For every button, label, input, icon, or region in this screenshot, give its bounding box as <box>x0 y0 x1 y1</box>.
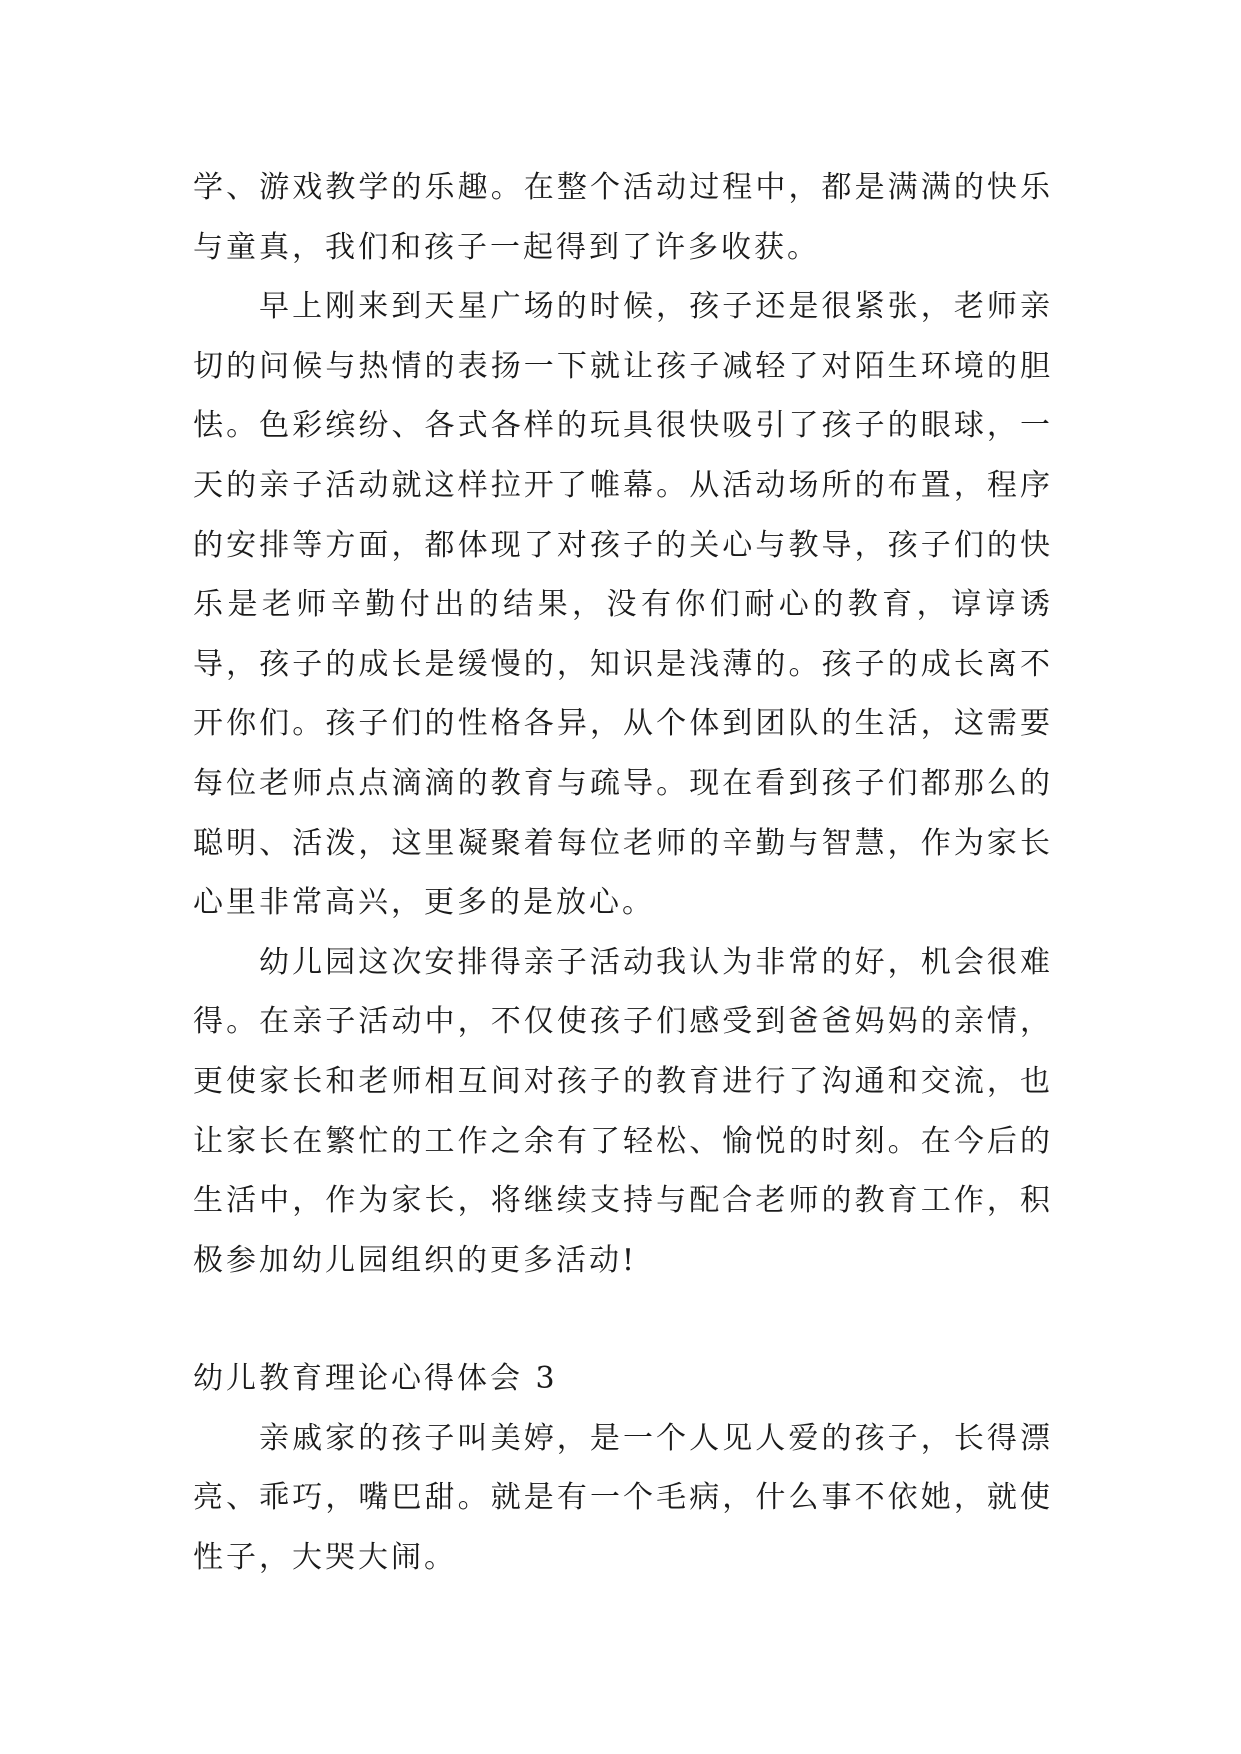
paragraph-section-intro: 亲戚家的孩子叫美婷，是一个人见人爱的孩子，长得漂亮、乖巧，嘴巴甜。就是有一个毛病，什么事不依她，就使性子，大哭大闹。 <box>193 1420 1053 1576</box>
paragraph-morning-arrival: 早上刚来到天星广场的时候，孩子还是很紧张，老师亲切的问候与热情的表扬一下就让孩子减轻了对陌生环境的胆怯。色彩缤纷、各式各样的玩具很快吸引了孩子的眼球，一天的亲子活动就这样拉开了帷幕。从活动场所的布置，程序的安排等方面，都体现了对孩子的关心与教导，孩子们的快乐是老师辛勤付出的结果，没有你们耐心的教育，谆谆诱导，孩子的成长是缓慢的，知识是浅薄的。孩子的成长离不开你们。孩子们的性格各异，从个体到团队的生活，这需要每位老师点点滴滴的教育与疏导。现在看到孩子们都那么的聪明、活泼，这里凝聚着每位老师的辛勤与智慧，作为家长心里非常高兴，更多的是放心。 <box>193 289 1053 921</box>
document-body <box>193 158 1053 1588</box>
paragraph-continuation: 学、游戏教学的乐趣。在整个活动过程中，都是满满的快乐与童真，我们和孩子一起得到了许多收获。 <box>193 170 1053 265</box>
section-heading: 幼儿教育理论心得体会 3 <box>193 1361 558 1397</box>
paragraph-parent-child-activity: 幼儿园这次安排得亲子活动我认为非常的好，机会很难得。在亲子活动中，不仅使孩子们感受到爸爸妈妈的亲情，更使家长和老师相互间对孩子的教育进行了沟通和交流，也让家长在繁忙的工作之余有了轻松、愉悦的时刻。在今后的生活中，作为家长，将继续支持与配合老师的教育工作，积极参加幼儿园组织的更多活动! <box>193 944 1053 1278</box>
